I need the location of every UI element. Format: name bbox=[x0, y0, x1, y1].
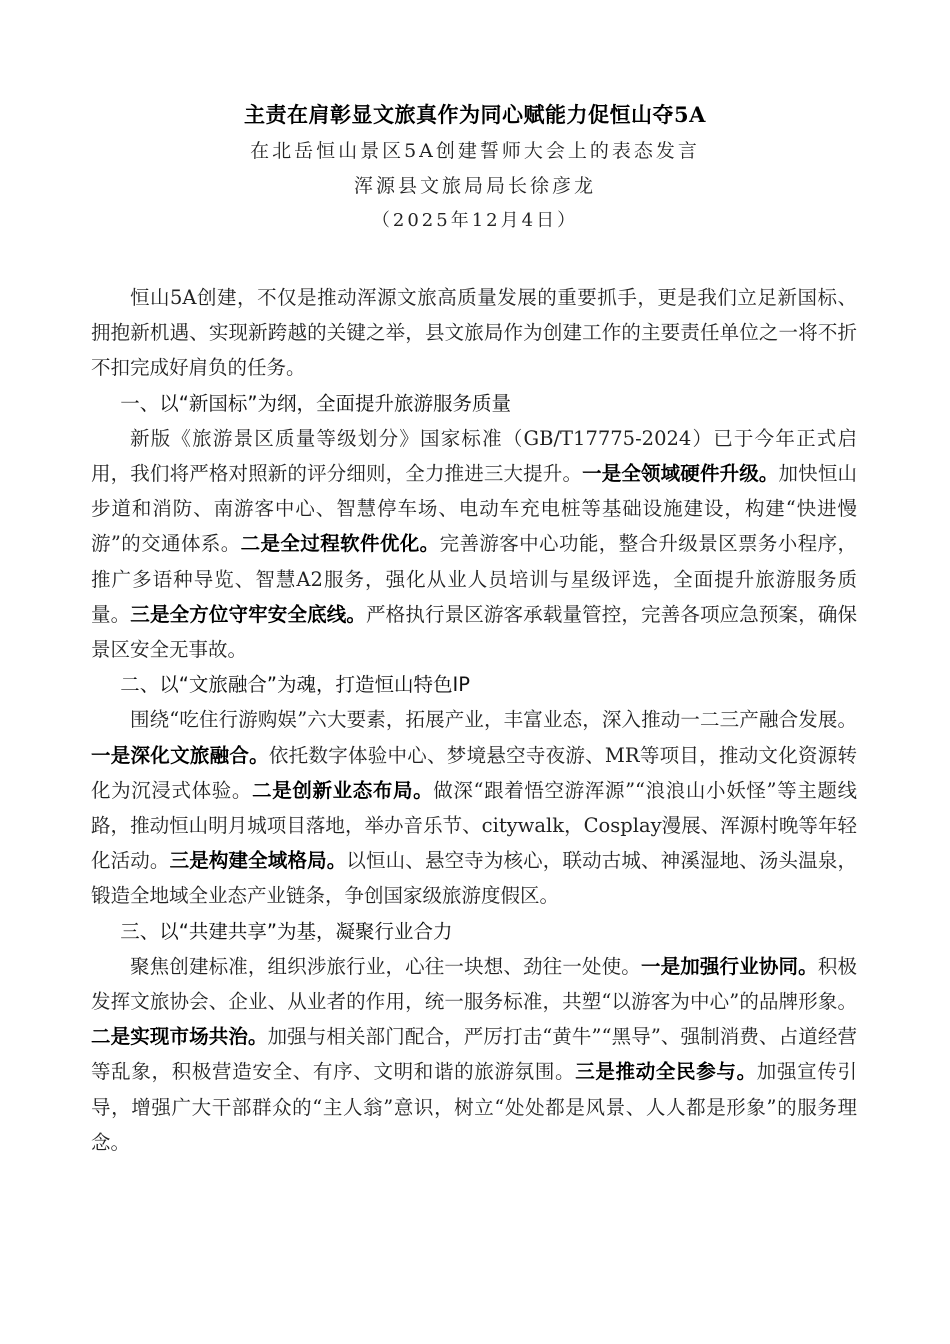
text-run: 新版《旅游景区质量等级划分》国家标准（GB/T17775-2024）已于今年正式启用，我们将严格对照新的评分细则，全力推进三大提升。 bbox=[91, 426, 857, 486]
bold-run: 三是构建全域格局。 bbox=[169, 849, 347, 873]
intro-paragraph: 恒山5A创建，不仅是推动浑源文旅高质量发展的重要抓手，更是我们立足新国标、拥抱新机遇、实现新跨越的关键之举，县文旅局作为创建工作的主要责任单位之一将不折不扣完成好肩负的任务。 bbox=[91, 286, 857, 380]
document-subtitle: 在北岳恒山景区5A创建誓师大会上的表态发言 bbox=[250, 140, 700, 162]
bold-run: 三是全方位守牢安全底线。 bbox=[130, 602, 367, 626]
section-heading-1: 一、以“新国标”为纲，全面提升旅游服务质量 bbox=[120, 391, 511, 415]
text-run: 依托数字体验中心、梦境悬空寺夜游、MR等项目，推动文化资源转化为沉浸式体验。 bbox=[91, 743, 857, 802]
section-paragraph-2 bbox=[91, 702, 857, 913]
text-run: 积极发挥文旅协会、企业、从业者的作用，统一服务标准，共塑“以游客为中心”的品牌形象。 bbox=[91, 954, 857, 1014]
text-run: 加强宣传引导，增强广大干部群众的“主人翁”意识，树立“处处都是风景、人人都是形象”的服务理念。 bbox=[91, 1060, 857, 1154]
bold-run: 一是加强行业协同。 bbox=[640, 954, 818, 978]
text-run: 做深“跟着悟空游浑源”“浪浪山小妖怪”等主题线路，推动恒山明月城项目落地，举办音乐节、citywalk，Cosplay漫展、浑源村晚等年轻化活动。 bbox=[91, 778, 857, 873]
text-run: 以恒山、悬空寺为核心，联动古城、神溪湿地、汤头温泉，锻造全地域全业态产业链条，争创国家级旅游度假区。 bbox=[91, 849, 857, 908]
bold-run: 二是实现市场共治。 bbox=[91, 1025, 268, 1049]
text-run: 加强与相关部门配合，严厉打击“黄牛”“黑导”、强制消费、占道经营等乱象，积极营造安全、有序、文明和谐的旅游氛围。 bbox=[91, 1025, 857, 1084]
text-run: 加快恒山步道和消防、南游客中心、智慧停车场、电动车充电桩等基础设施建设，构建“快进慢游”的交通体系。 bbox=[91, 462, 857, 556]
section-heading-3: 三、以“共建共享”为基，凝聚行业合力 bbox=[120, 919, 453, 943]
bold-run: 一是深化文旅融合。 bbox=[91, 743, 269, 767]
text-run: 聚焦创建标准，组织涉旅行业，心往一块想、劲往一处使。 bbox=[130, 954, 641, 978]
document-title: 主责在肩彰显文旅真作为同心赋能力促恒山夺5A bbox=[244, 102, 706, 127]
bold-run: 二是创新业态布局。 bbox=[252, 778, 434, 802]
bold-run: 二是全过程软件优化。 bbox=[240, 532, 440, 556]
text-run: 完善游客中心功能，整合升级景区票务小程序，推广多语种导览、智慧A2服务，强化从业人员培训与星级评选，全面提升旅游服务质量。 bbox=[91, 532, 857, 626]
text-run: 围绕“吃住行游购娱”六大要素，拓展产业，丰富业态，深入推动一二三产融合发展。 bbox=[130, 708, 857, 732]
section-paragraph-1 bbox=[91, 421, 857, 667]
section-paragraph-3 bbox=[91, 949, 857, 1160]
document-author: 浑源县文旅局局长徐彦龙 bbox=[353, 175, 596, 197]
text-run: 严格执行景区游客承载量管控，完善各项应急预案，确保景区安全无事故。 bbox=[91, 602, 857, 662]
document-body bbox=[91, 280, 857, 1160]
document-date: （2025年12月4日） bbox=[371, 210, 579, 231]
bold-run: 一是全领域硬件升级。 bbox=[582, 462, 779, 486]
section-heading-2: 二、以“文旅融合”为魂，打造恒山特色IP bbox=[120, 673, 470, 697]
bold-run: 三是推动全民参与。 bbox=[575, 1060, 757, 1084]
